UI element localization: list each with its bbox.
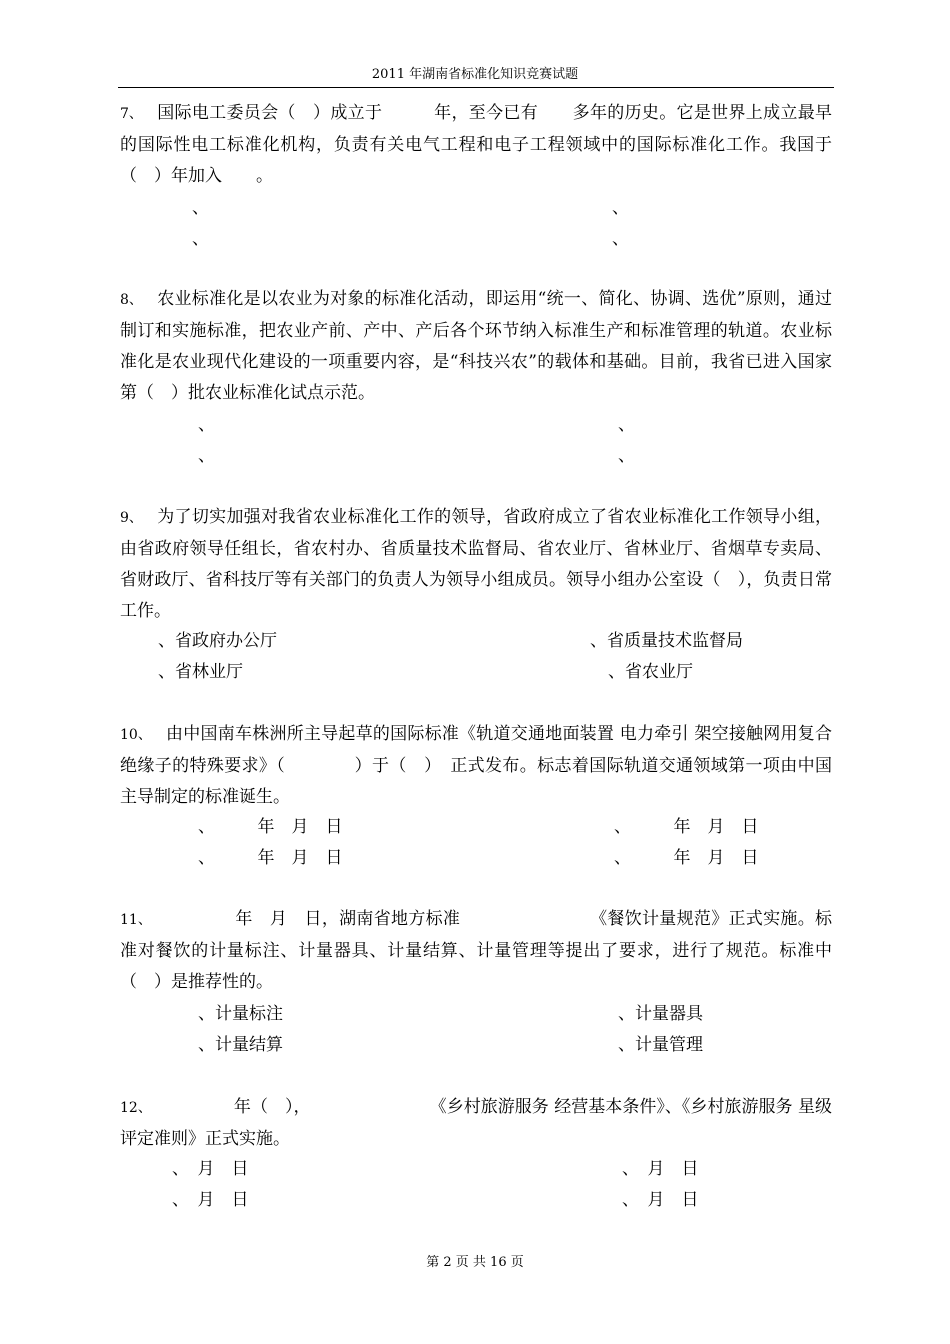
option-d: 、计量管理 <box>618 1035 703 1055</box>
option-a: 、 月 日 <box>172 1159 249 1179</box>
question-number: 8、 <box>120 292 143 308</box>
option-b: 、 月 日 <box>622 1159 699 1179</box>
question-text <box>120 1092 832 1155</box>
options-row <box>120 1154 832 1185</box>
question-10 <box>120 719 832 813</box>
question-8 <box>120 284 832 409</box>
option-d: 、 <box>612 229 629 249</box>
option-c: 、省林业厅 <box>158 662 243 682</box>
question-number: 11、 <box>120 912 152 928</box>
options-row <box>120 999 832 1030</box>
option-b: 、计量器具 <box>618 1004 703 1024</box>
question-number: 9、 <box>120 510 143 526</box>
option-d: 、 年 月 日 <box>614 848 759 868</box>
options-row <box>120 812 832 843</box>
header-rule <box>118 87 834 88</box>
options-row <box>120 1185 832 1216</box>
option-c: 、 <box>192 229 209 249</box>
question-11 <box>120 904 832 998</box>
options-row <box>120 410 832 441</box>
options-row <box>120 657 832 688</box>
option-a: 、 年 月 日 <box>198 817 343 837</box>
options-row <box>120 626 832 657</box>
option-d: 、省农业厅 <box>608 662 693 682</box>
option-a: 、省政府办公厅 <box>158 631 277 651</box>
page-number: 第 2 页 共 16 页 <box>426 1255 524 1270</box>
question-body: 国际电工委员会（ ）成立于 年，至今已有 多年的历史。它是世界上成立最早的国际性电工标准化机构，负责有关电气工程和电子工程领域中的国际标准化工作。我国于（ ）年加入 。 <box>120 103 832 186</box>
option-b: 、 年 月 日 <box>614 817 759 837</box>
question-text <box>120 284 832 409</box>
question-body: 由中国南车株洲所主导起草的国际标准《轨道交通地面装置 电力牵引 架空接触网用复合绝缘子的特殊要求》（ ）于（ ） 正式发布。标志着国际轨道交通领域第一项由中国主导制定的标准诞生。 <box>120 724 832 807</box>
options-row <box>120 224 832 255</box>
option-a: 、 <box>192 198 209 218</box>
question-12 <box>120 1092 832 1155</box>
question-body: 年 月 日，湖南省地方标准 《餐饮计量规范》正式实施。标准对餐饮的计量标注、计量器具、计量结算、计量管理等提出了要求，进行了规范。标准中（ ）是推荐性的。 <box>120 909 832 992</box>
page-header: 2011 年湖南省标准化知识竞赛试题 <box>371 67 579 82</box>
options-row <box>120 441 832 472</box>
question-text <box>120 98 832 192</box>
question-7 <box>120 98 832 192</box>
option-d: 、 月 日 <box>622 1190 699 1210</box>
option-c: 、计量结算 <box>198 1035 283 1055</box>
options-row <box>120 193 832 224</box>
options-row <box>120 1030 832 1061</box>
question-text <box>120 904 832 998</box>
option-a: 、 <box>198 415 215 435</box>
question-body: 农业标准化是以农业为对象的标准化活动，即运用“统一、简化、协调、选优”原则，通过制订和实施标准，把农业产前、产中、产后各个环节纳入标准生产和标准管理的轨道。农业标准化是农业现代化建设的一项重要内容，是“科技兴农”的载体和基础。目前，我省已进入国家第（ ）批农业标准化试点示范。 <box>120 289 832 403</box>
question-body: 年（ ）， 《乡村旅游服务 经营基本条件》、《乡村旅游服务 星级评定准则》正式实施。 <box>120 1097 832 1149</box>
option-a: 、计量标注 <box>198 1004 283 1024</box>
question-body: 为了切实加强对我省农业标准化工作的领导，省政府成立了省农业标准化工作领导小组，由省政府领导任组长，省农村办、省质量技术监督局、省农业厅、省林业厅、省烟草专卖局、省财政厅、省科技厅等有关部门的负责人为领导小组成员。领导小组办公室设（ ），负责日常工作。 <box>120 507 832 621</box>
option-c: 、 年 月 日 <box>198 848 343 868</box>
option-b: 、 <box>612 198 629 218</box>
option-c: 、 月 日 <box>172 1190 249 1210</box>
question-text <box>120 502 832 627</box>
options-row <box>120 843 832 874</box>
question-9 <box>120 502 832 627</box>
question-number: 12、 <box>120 1100 152 1116</box>
question-number: 10、 <box>120 727 152 743</box>
option-c: 、 <box>198 446 215 466</box>
option-d: 、 <box>618 446 635 466</box>
question-number: 7、 <box>120 106 143 122</box>
option-b: 、 <box>618 415 635 435</box>
option-b: 、省质量技术监督局 <box>590 631 743 651</box>
question-text <box>120 719 832 813</box>
